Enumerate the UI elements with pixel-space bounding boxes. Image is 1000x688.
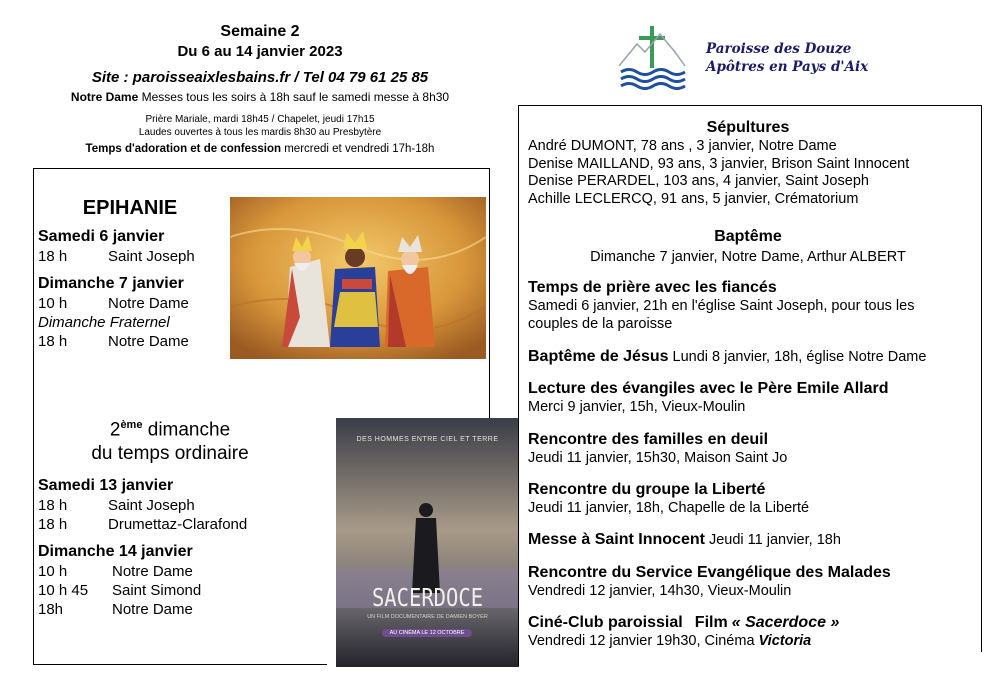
mass-row	[38, 294, 238, 313]
epiphanie-title: EPIHANIE	[82, 197, 178, 219]
mass-place: Notre Dame	[108, 333, 189, 350]
mass-row	[38, 515, 298, 534]
left-panel-bottom-border	[33, 664, 327, 665]
day-heading: Dimanche 14 janvier	[38, 543, 193, 560]
poster-subtitle: UN FILM DOCUMENTAIRE DE DAMIEN BOYER	[367, 614, 488, 620]
fiances-section	[528, 278, 968, 333]
messe-text: Jeudi 11 janvier, 18h	[704, 532, 841, 548]
sepulture-item: André DUMONT, 78 ans , 3 janvier, Notre Dame	[528, 138, 837, 154]
poster-date-badge: AU CINÉMA LE 12 OCTOBRE	[382, 629, 472, 637]
cine-section	[528, 613, 968, 651]
adoration-line	[20, 141, 500, 157]
liberte-title: Rencontre du groupe la Liberté	[528, 481, 766, 498]
mass-place: Saint Simond	[112, 582, 202, 599]
mass-place: Drumettaz-Clarafond	[108, 516, 248, 533]
messe-title: Messe à Saint Innocent	[528, 531, 705, 548]
bapteme-jesus-text: Lundi 8 janvier, 18h, église Notre Dame	[668, 349, 927, 365]
notre-dame-label: Notre Dame	[70, 90, 139, 104]
notre-dame-line	[20, 89, 500, 105]
ordinary-title-sup: ème	[120, 419, 143, 431]
cine-film-name: « Sacerdoce »	[731, 614, 840, 631]
mass-row	[38, 562, 298, 581]
sepultures-title: Sépultures	[706, 119, 790, 136]
mass-time: 18h	[38, 601, 64, 618]
sepulture-item: Denise PERARDEL, 103 ans, 4 janvier, Saint Joseph	[528, 173, 869, 189]
mass-note: Dimanche Fraternel	[38, 314, 170, 331]
ordinary-title-rest: dimanche	[142, 419, 231, 441]
day-heading: Dimanche 7 janvier	[38, 275, 184, 292]
liberte-text: Jeudi 11 janvier, 18h, Chapelle de la Liberté	[528, 500, 810, 516]
sem-title: Rencontre du Service Evangélique des Malades	[528, 564, 891, 581]
fiances-title: Temps de prière avec les fiancés	[528, 279, 777, 296]
header	[20, 22, 500, 157]
sepultures-section	[528, 118, 968, 208]
sepulture-item: Achille LECLERCQ, 91 ans, 5 janvier, Crématorium	[528, 190, 859, 207]
deuil-text: Jeudi 11 janvier, 15h30, Maison Saint Jo	[528, 450, 788, 466]
poster-tagline: DES HOMMES ENTRE CIEL ET TERRE	[356, 436, 499, 443]
laudes-line: Laudes ouvertes à tous les mardis 8h30 au Presbytère	[138, 127, 382, 138]
ordinary-title-line2: du temps ordinaire	[91, 443, 249, 465]
notre-dame-text: Messes tous les soirs à 18h sauf le samedi messe à 8h30	[138, 90, 450, 104]
ordinary-title-num: 2	[109, 419, 121, 441]
mass-row	[38, 247, 238, 266]
lecture-title: Lecture des évangiles avec le Père Emile Allard	[528, 380, 889, 397]
ordinary-schedule	[38, 475, 298, 619]
cross-icon	[639, 26, 665, 68]
site-and-phone: Site : paroisseaixlesbains.fr / Tel 04 79 61 25 85	[91, 69, 429, 86]
priere-line: Prière Mariale, mardi 18h45 / Chapelet, jeudi 17h15	[145, 114, 375, 125]
mass-row	[38, 332, 238, 351]
mass-row	[38, 600, 298, 619]
bapteme-jesus-section	[528, 347, 968, 367]
poster-title: SACERDOCE	[371, 583, 484, 612]
mass-time: 18 h	[38, 497, 68, 514]
lecture-section	[528, 379, 968, 417]
bapteme-text: Dimanche 7 janvier, Notre Dame, Arthur ALBERT	[590, 249, 906, 265]
three-kings-image	[230, 197, 486, 359]
sem-section	[528, 563, 968, 601]
deuil-section	[528, 430, 968, 468]
day-heading: Samedi 6 janvier	[38, 228, 165, 245]
mass-place: Saint Joseph	[108, 497, 195, 514]
liberte-section	[528, 480, 968, 518]
sacerdoce-poster	[336, 418, 519, 667]
left-panel-right-border	[489, 168, 490, 418]
mass-place: Saint Joseph	[108, 248, 195, 265]
bapteme-jesus-title: Baptême de Jésus	[528, 348, 669, 365]
parish-name	[706, 40, 868, 76]
adoration-label: Temps d'adoration et de confession	[85, 143, 282, 155]
mass-row	[38, 496, 298, 515]
date-range: Du 6 au 14 janvier 2023	[177, 43, 343, 60]
sepulture-item: Denise MAILLAND, 93 ans, 3 janvier, Brison Saint Innocent	[528, 155, 910, 172]
mass-time: 18 h	[38, 248, 68, 265]
sem-text: Vendredi 12 janvier, 14h30, Vieux-Moulin	[528, 583, 792, 599]
cine-film-label: Film	[694, 614, 728, 631]
bapteme-title: Baptême	[714, 228, 782, 245]
mass-place: Notre Dame	[112, 601, 193, 618]
bapteme-section	[528, 227, 968, 267]
day-heading: Samedi 13 janvier	[38, 477, 174, 494]
cine-heading	[528, 613, 968, 633]
mass-row	[38, 581, 298, 600]
deuil-title: Rencontre des familles en deuil	[528, 431, 769, 448]
messe-section	[528, 530, 968, 550]
mass-time: 18 h	[38, 516, 68, 533]
mass-place: Notre Dame	[108, 295, 189, 312]
ordinary-title-line1	[40, 413, 300, 442]
mass-time: 10 h	[38, 295, 68, 312]
mass-time: 10 h 45	[38, 582, 89, 599]
cine-text: Vendredi 12 janvier 19h30, Cinéma	[528, 633, 759, 649]
mass-time: 10 h	[38, 563, 68, 580]
parish-name-line2: Apôtres en Pays d'Aix	[706, 59, 869, 75]
fiances-text: Samedi 6 janvier, 21h en l'église Saint Joseph, pour tous les couples de la paroisse	[528, 298, 915, 332]
parish-name-line1: Paroisse des Douze	[706, 41, 852, 57]
mass-time: 18 h	[38, 333, 68, 350]
adoration-text: mercredi et vendredi 17h-18h	[281, 143, 435, 155]
waves-icon	[621, 70, 685, 89]
mass-place: Notre Dame	[112, 563, 193, 580]
cine-detail	[528, 633, 968, 651]
cine-venue: Victoria	[758, 633, 812, 649]
week-title: Semaine 2	[220, 23, 300, 40]
lecture-text: Merci 9 janvier, 15h, Vieux-Moulin	[528, 399, 746, 415]
epiphanie-schedule	[38, 226, 238, 351]
cine-title: Ciné-Club paroissial	[528, 614, 683, 631]
right-panel-right-border	[981, 105, 982, 652]
ordinary-time-title	[40, 413, 300, 466]
